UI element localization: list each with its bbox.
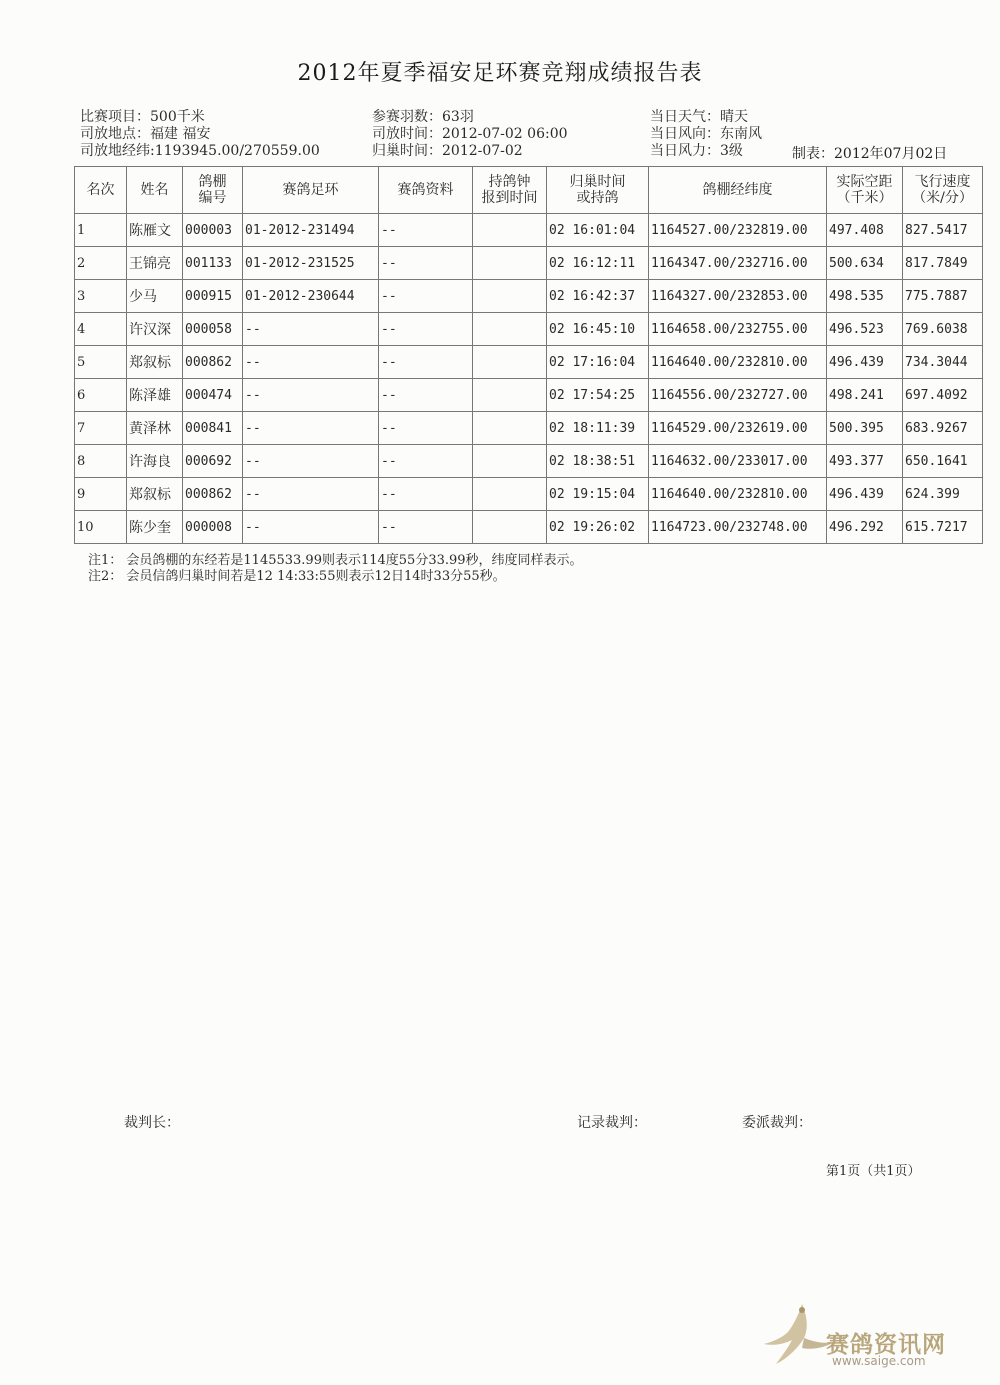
- cell-pigeon-info: --: [379, 214, 473, 247]
- cell-ring-number: --: [243, 346, 379, 379]
- cell-distance: 500.395: [827, 412, 903, 445]
- cell-ring-number: --: [243, 379, 379, 412]
- cell-rank: 9: [75, 478, 127, 511]
- cell-distance: 493.377: [827, 445, 903, 478]
- info-release-time: 司放时间：2012-07-02 06:00: [372, 126, 568, 142]
- info-event-item: 比赛项目：500千米: [80, 109, 205, 125]
- cell-loft-coordinates: 1164556.00/232727.00: [649, 379, 827, 412]
- table-row: [75, 379, 983, 412]
- table-row: [75, 214, 983, 247]
- cell-speed: 734.3044: [903, 346, 983, 379]
- table-row: [75, 511, 983, 544]
- cell-rank: 10: [75, 511, 127, 544]
- cell-pigeon-info: --: [379, 280, 473, 313]
- cell-ring-number: 01-2012-231494: [243, 214, 379, 247]
- cell-pigeon-info: --: [379, 346, 473, 379]
- made-by-date: 制表：2012年07月02日: [792, 146, 948, 162]
- cell-return-time: 02 16:42:37: [547, 280, 649, 313]
- cell-return-time: 02 17:54:25: [547, 379, 649, 412]
- cell-clock-report-time: [473, 412, 547, 445]
- cell-name: 陈雁文: [127, 214, 183, 247]
- cell-ring-number: 01-2012-231525: [243, 247, 379, 280]
- cell-loft-id: 000692: [183, 445, 243, 478]
- info-column-times: [372, 109, 568, 160]
- cell-name: 陈泽雄: [127, 379, 183, 412]
- cell-name: 郑叙标: [127, 346, 183, 379]
- cell-distance: 496.439: [827, 478, 903, 511]
- cell-pigeon-info: --: [379, 247, 473, 280]
- cell-distance: 497.408: [827, 214, 903, 247]
- cell-name: 少马: [127, 280, 183, 313]
- cell-loft-id: 000841: [183, 412, 243, 445]
- cell-loft-coordinates: 1164723.00/232748.00: [649, 511, 827, 544]
- cell-clock-report-time: [473, 478, 547, 511]
- info-column-event: [80, 109, 320, 160]
- cell-loft-coordinates: 1164640.00/232810.00: [649, 346, 827, 379]
- note-1: 注1： 会员鸽棚的东经若是1145533.99则表示114度55分33.99秒，纬度同样表示。: [88, 553, 583, 568]
- cell-rank: 3: [75, 280, 127, 313]
- header-distance: 实际空距 （千米）: [827, 167, 903, 214]
- cell-rank: 6: [75, 379, 127, 412]
- cell-speed: 775.7887: [903, 280, 983, 313]
- results-table: [74, 166, 983, 544]
- header-name: 姓名: [127, 167, 183, 214]
- cell-ring-number: --: [243, 412, 379, 445]
- header-clock-report-time: 持鸽钟 报到时间: [473, 167, 547, 214]
- cell-distance: 500.634: [827, 247, 903, 280]
- cell-loft-coordinates: 1164632.00/233017.00: [649, 445, 827, 478]
- cell-return-time: 02 17:16:04: [547, 346, 649, 379]
- cell-ring-number: --: [243, 445, 379, 478]
- cell-clock-report-time: [473, 346, 547, 379]
- table-row: [75, 247, 983, 280]
- header-speed: 飞行速度 （米/分）: [903, 167, 983, 214]
- cell-pigeon-info: --: [379, 412, 473, 445]
- cell-distance: 496.439: [827, 346, 903, 379]
- header-rank: 名次: [75, 167, 127, 214]
- cell-clock-report-time: [473, 247, 547, 280]
- cell-loft-coordinates: 1164658.00/232755.00: [649, 313, 827, 346]
- cell-loft-coordinates: 1164640.00/232810.00: [649, 478, 827, 511]
- cell-speed: 683.9267: [903, 412, 983, 445]
- cell-pigeon-info: --: [379, 445, 473, 478]
- signature-chief-referee: 裁判长：: [124, 1115, 180, 1131]
- cell-loft-id: 000058: [183, 313, 243, 346]
- cell-speed: 697.4092: [903, 379, 983, 412]
- cell-pigeon-info: --: [379, 511, 473, 544]
- cell-pigeon-info: --: [379, 313, 473, 346]
- cell-name: 黄泽林: [127, 412, 183, 445]
- watermark: [758, 1298, 970, 1372]
- cell-pigeon-info: --: [379, 478, 473, 511]
- cell-loft-id: 001133: [183, 247, 243, 280]
- header-loft-coordinates: 鸽棚经纬度: [649, 167, 827, 214]
- table-row: [75, 280, 983, 313]
- cell-clock-report-time: [473, 445, 547, 478]
- cell-distance: 498.241: [827, 379, 903, 412]
- cell-pigeon-info: --: [379, 379, 473, 412]
- info-release-location: 司放地点：福建 福安: [80, 126, 211, 142]
- cell-speed: 769.6038: [903, 313, 983, 346]
- cell-rank: 4: [75, 313, 127, 346]
- cell-distance: 498.535: [827, 280, 903, 313]
- info-weather: 当日天气：晴天: [650, 109, 748, 125]
- table-body: [75, 214, 983, 544]
- cell-name: 许海良: [127, 445, 183, 478]
- cell-loft-id: 000862: [183, 346, 243, 379]
- cell-ring-number: --: [243, 313, 379, 346]
- cell-loft-id: 000003: [183, 214, 243, 247]
- cell-name: 郑叙标: [127, 478, 183, 511]
- cell-return-time: 02 19:26:02: [547, 511, 649, 544]
- signature-delegate-referee: 委派裁判：: [742, 1115, 812, 1131]
- cell-clock-report-time: [473, 280, 547, 313]
- cell-speed: 650.1641: [903, 445, 983, 478]
- signature-record-referee: 记录裁判：: [577, 1115, 647, 1131]
- info-wind-force: 当日风力：3级: [650, 143, 743, 159]
- cell-rank: 1: [75, 214, 127, 247]
- table-row: [75, 412, 983, 445]
- cell-rank: 8: [75, 445, 127, 478]
- cell-ring-number: --: [243, 478, 379, 511]
- cell-loft-coordinates: 1164527.00/232819.00: [649, 214, 827, 247]
- cell-clock-report-time: [473, 313, 547, 346]
- cell-loft-id: 000915: [183, 280, 243, 313]
- report-title: 2012年夏季福安足环赛竞翔成绩报告表: [297, 61, 703, 86]
- cell-name: 陈少奎: [127, 511, 183, 544]
- cell-return-time: 02 16:01:04: [547, 214, 649, 247]
- cell-distance: 496.292: [827, 511, 903, 544]
- cell-loft-coordinates: 1164347.00/232716.00: [649, 247, 827, 280]
- table-header-row: [75, 167, 983, 214]
- cell-loft-id: 000862: [183, 478, 243, 511]
- cell-name: 许汉深: [127, 313, 183, 346]
- cell-rank: 5: [75, 346, 127, 379]
- cell-clock-report-time: [473, 214, 547, 247]
- table-row: [75, 313, 983, 346]
- cell-loft-id: 000008: [183, 511, 243, 544]
- info-column-weather: [650, 109, 762, 160]
- cell-ring-number: --: [243, 511, 379, 544]
- cell-distance: 496.523: [827, 313, 903, 346]
- cell-name: 王锦亮: [127, 247, 183, 280]
- cell-return-time: 02 18:11:39: [547, 412, 649, 445]
- header-loft-id: 鸽棚 编号: [183, 167, 243, 214]
- cell-ring-number: 01-2012-230644: [243, 280, 379, 313]
- page-number: 第1页（共1页）: [826, 1164, 921, 1179]
- info-entry-count: 参赛羽数：63羽: [372, 109, 474, 125]
- watermark-url: www.saige.com: [832, 1354, 926, 1368]
- header-pigeon-info: 赛鸽资料: [379, 167, 473, 214]
- cell-speed: 827.5417: [903, 214, 983, 247]
- cell-loft-coordinates: 1164529.00/232619.00: [649, 412, 827, 445]
- cell-speed: 817.7849: [903, 247, 983, 280]
- header-return-time: 归巢时间 或持鸽: [547, 167, 649, 214]
- cell-return-time: 02 16:12:11: [547, 247, 649, 280]
- note-2: 注2： 会员信鸽归巢时间若是12 14:33:55则表示12日14时33分55秒。: [88, 569, 506, 584]
- table-row: [75, 478, 983, 511]
- cell-clock-report-time: [473, 511, 547, 544]
- info-wind-direction: 当日风向：东南风: [650, 126, 762, 142]
- info-release-coordinates: 司放地经纬:1193945.00/270559.00: [80, 143, 320, 159]
- table-row: [75, 346, 983, 379]
- header-ring-number: 赛鸽足环: [243, 167, 379, 214]
- cell-return-time: 02 19:15:04: [547, 478, 649, 511]
- info-return-date: 归巢时间：2012-07-02: [372, 143, 523, 159]
- cell-rank: 2: [75, 247, 127, 280]
- table-row: [75, 445, 983, 478]
- cell-rank: 7: [75, 412, 127, 445]
- cell-return-time: 02 18:38:51: [547, 445, 649, 478]
- cell-speed: 624.399: [903, 478, 983, 511]
- cell-loft-coordinates: 1164327.00/232853.00: [649, 280, 827, 313]
- cell-loft-id: 000474: [183, 379, 243, 412]
- cell-speed: 615.7217: [903, 511, 983, 544]
- cell-clock-report-time: [473, 379, 547, 412]
- watermark-site-name: 赛鸽资讯网: [826, 1332, 946, 1358]
- notes: [88, 553, 583, 585]
- cell-return-time: 02 16:45:10: [547, 313, 649, 346]
